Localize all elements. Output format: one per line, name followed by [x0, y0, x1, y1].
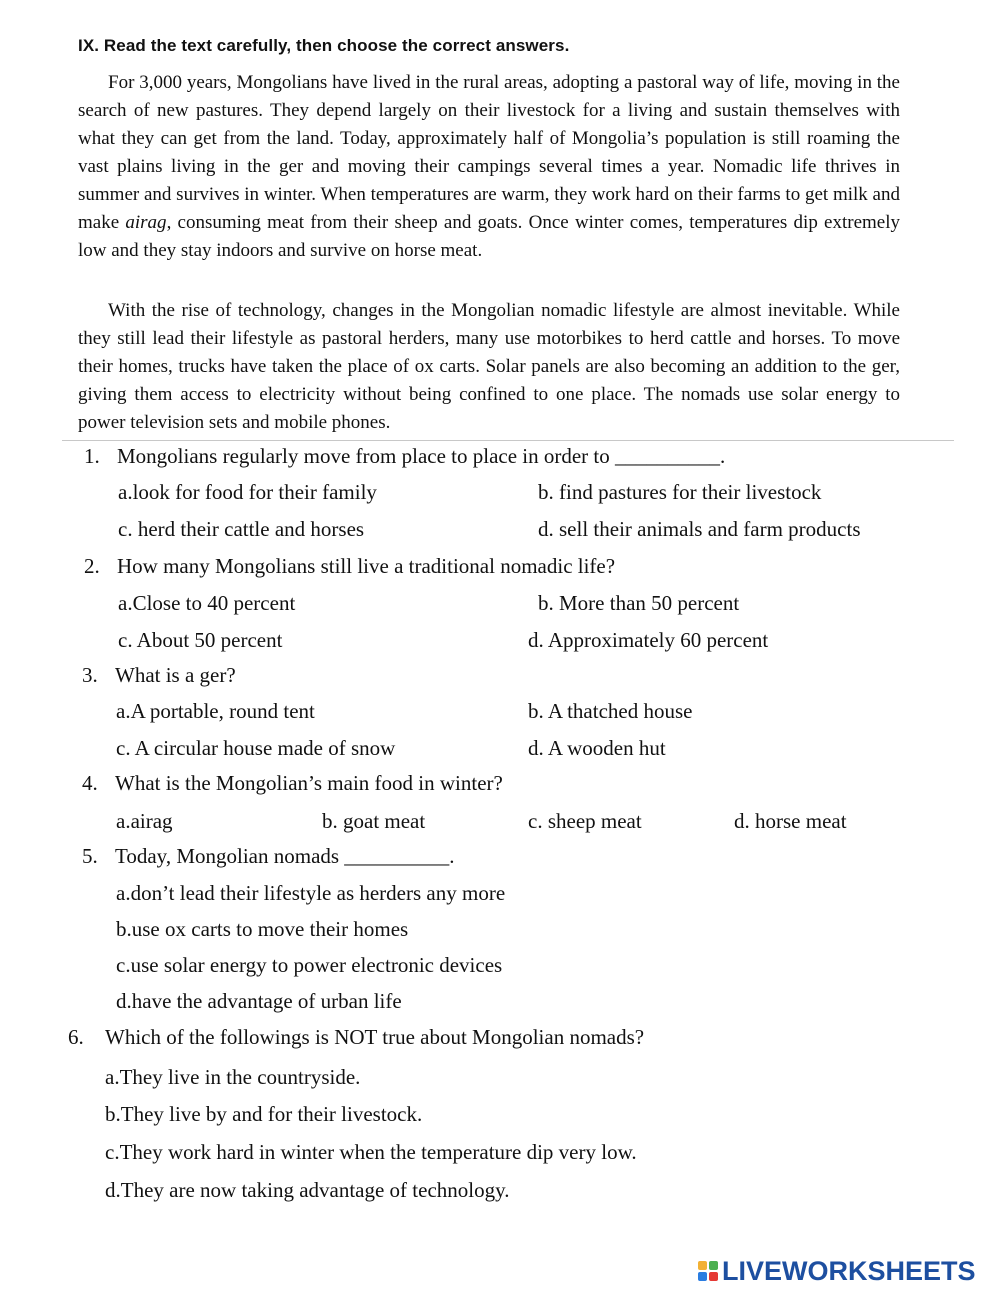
q2-option-d[interactable]: d. Approximately 60 percent: [528, 628, 769, 652]
q6-option-a[interactable]: a.They live in the countryside.: [105, 1065, 361, 1089]
question-1: [84, 444, 725, 469]
logo-text: LIVEWORKSHEETS: [722, 1255, 976, 1286]
section-heading: IX. Read the text carefully, then choose the correct answers.: [78, 36, 570, 55]
logo-square: [709, 1272, 718, 1281]
question-number: 5.: [82, 844, 98, 868]
q1-option-c[interactable]: c. herd their cattle and horses: [118, 517, 365, 541]
q1-option-a[interactable]: a.look for food for their family: [118, 480, 377, 504]
q2-option-a[interactable]: a.Close to 40 percent: [118, 591, 296, 615]
q5-option-b[interactable]: b.use ox carts to move their homes: [116, 917, 409, 941]
q2-option-c[interactable]: c. About 50 percent: [118, 628, 283, 652]
q6-option-c[interactable]: c.They work hard in winter when the temperature dip very low.: [105, 1140, 637, 1164]
question-number: 4.: [82, 771, 98, 795]
question-text: Today, Mongolian nomads __________.: [115, 844, 455, 868]
q3-option-c[interactable]: c. A circular house made of snow: [116, 736, 396, 760]
question-5: [82, 844, 455, 869]
liveworksheets-logo-icon: [698, 1261, 718, 1281]
question-4: [82, 771, 503, 796]
q4-option-c[interactable]: c. sheep meat: [528, 809, 642, 833]
question-6: [68, 1025, 644, 1050]
question-text: Mongolians regularly move from place to place in order to __________.: [117, 444, 726, 468]
question-text: What is a ger?: [115, 663, 236, 687]
q5-option-d[interactable]: d.have the advantage of urban life: [116, 989, 402, 1013]
question-3: [82, 663, 236, 688]
logo-square: [698, 1272, 707, 1281]
passage-paragraph-1: [78, 69, 900, 265]
logo-square: [709, 1261, 718, 1270]
question-number: 1.: [84, 444, 100, 468]
q1-option-d[interactable]: d. sell their animals and farm products: [538, 517, 861, 541]
q3-option-b[interactable]: b. A thatched house: [528, 699, 693, 723]
logo-square: [698, 1261, 707, 1270]
q5-option-c[interactable]: c.use solar energy to power electronic devices: [116, 953, 503, 977]
q4-option-b[interactable]: b. goat meat: [322, 809, 426, 833]
q2-option-b[interactable]: b. More than 50 percent: [538, 591, 740, 615]
question-number: 6.: [68, 1025, 84, 1049]
question-number: 2.: [84, 554, 100, 578]
q3-option-d[interactable]: d. A wooden hut: [528, 736, 666, 760]
question-text: Which of the followings is NOT true about Mongolian nomads?: [105, 1025, 645, 1049]
q4-option-d[interactable]: d. horse meat: [734, 809, 847, 833]
q6-option-b[interactable]: b.They live by and for their livestock.: [105, 1102, 423, 1126]
q1-option-b[interactable]: b. find pastures for their livestock: [538, 480, 822, 504]
passage-p1-end: , consuming meat from their sheep and goats. Once winter comes, temperatures dip extremely low and they stay indoors and survive on horse meat.: [78, 212, 900, 261]
question-text: What is the Mongolian’s main food in winter?: [115, 771, 503, 795]
question-2: [84, 554, 615, 579]
liveworksheets-logo: [698, 1254, 976, 1288]
airag-term: airag: [125, 212, 167, 233]
passage-paragraph-2: With the rise of technology, changes in the Mongolian nomadic lifestyle are almost inevitable. While they still lead their lifestyle as pastoral herders, many use motorbikes to herd cattle and horses. To move their homes, trucks have taken the place of ox carts. Solar panels are also becoming an addition to the ger, giving them access to electricity without being confined to one place. The nomads use solar energy to power television sets and mobile phones.: [78, 300, 900, 433]
q5-option-a[interactable]: a.don’t lead their lifestyle as herders any more: [116, 881, 506, 905]
divider: [62, 440, 954, 441]
q4-option-a[interactable]: a.airag: [116, 809, 173, 833]
passage-p1-text: For 3,000 years, Mongolians have lived in the rural areas, adopting a pastoral way of life, moving in the search of new pastures. They depend largely on their livestock for a living and sustain themselves with what they can get from the land. Today, approximately half of Mongolia’s population is still roaming the vast plains living in the ger and moving their campings several times a year. Nomadic life thrives in summer and survives in winter. When temperatures are warm, they work hard on their farms to get milk and make: [78, 72, 900, 233]
question-number: 3.: [82, 663, 98, 687]
q6-option-d[interactable]: d.They are now taking advantage of technology.: [105, 1178, 510, 1202]
question-text: How many Mongolians still live a traditional nomadic life?: [117, 554, 616, 578]
q3-option-a[interactable]: a.A portable, round tent: [116, 699, 315, 723]
